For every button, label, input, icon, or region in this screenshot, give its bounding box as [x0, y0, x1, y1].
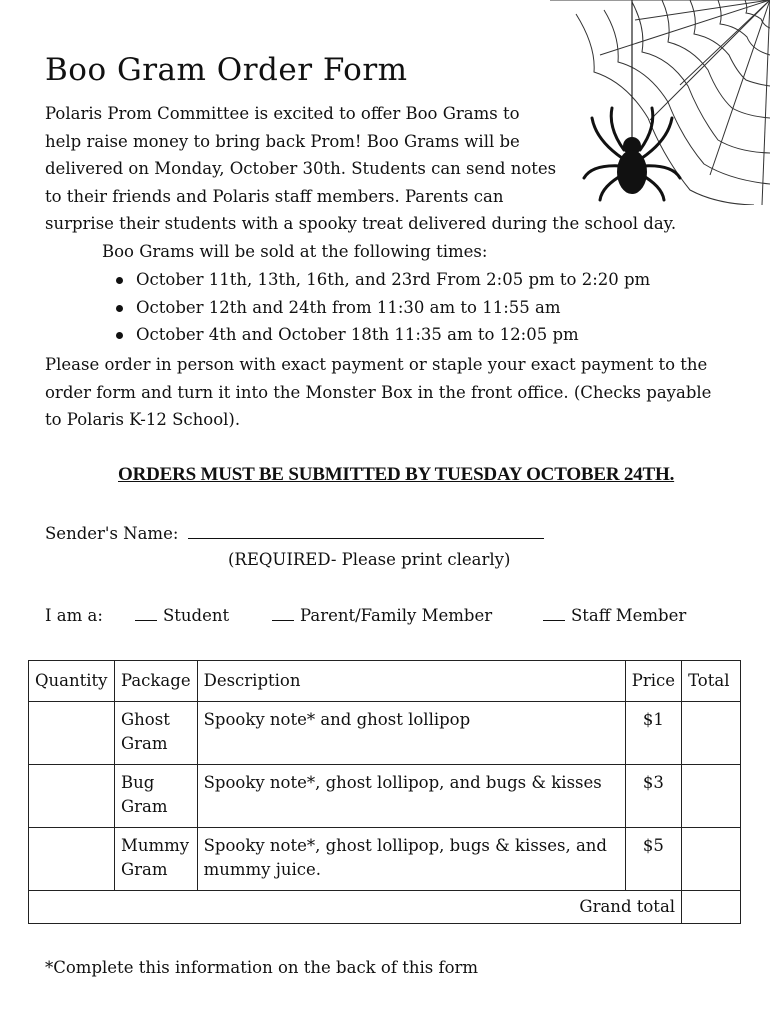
header-description: Description — [197, 661, 625, 702]
role-label: I am a: — [45, 606, 103, 625]
description-cell: Spooky note* and ghost lollipop — [197, 702, 625, 765]
grand-total-row — [29, 891, 741, 924]
table-header-row — [29, 661, 741, 702]
grand-total-cell[interactable] — [682, 891, 741, 924]
intro-paragraph — [45, 100, 676, 238]
intro-line: to their friends and Polaris staff members. Parents can — [45, 186, 504, 206]
role-option-staff[interactable] — [543, 606, 686, 625]
sale-times-heading: Boo Grams will be sold at the following times: — [102, 242, 488, 261]
quantity-cell[interactable] — [29, 702, 115, 765]
order-table — [28, 660, 741, 924]
role-option-parent[interactable] — [272, 606, 492, 625]
table-row — [29, 702, 741, 765]
deadline-notice: ORDERS MUST BE SUBMITTED BY TUESDAY OCTOBER 24TH. — [118, 464, 675, 485]
table-row — [29, 828, 741, 891]
checkbox-blank[interactable] — [135, 608, 157, 621]
sale-times-list — [116, 266, 650, 349]
checkbox-blank[interactable] — [543, 608, 565, 621]
sender-name-field[interactable] — [45, 522, 544, 543]
price-cell: $5 — [625, 828, 681, 891]
header-package: Package — [114, 661, 197, 702]
intro-line: delivered on Monday, October 30th. Students can send notes — [45, 159, 557, 179]
checkbox-blank[interactable] — [272, 608, 294, 621]
header-price: Price — [625, 661, 681, 702]
quantity-cell[interactable] — [29, 828, 115, 891]
header-total: Total — [682, 661, 741, 702]
description-cell: Spooky note*, ghost lollipop, bugs & kisses, and mummy juice. — [197, 828, 625, 891]
page-title: Boo Gram Order Form — [45, 52, 408, 88]
intro-line: help raise money to bring back Prom! Boo Grams will be — [45, 131, 520, 151]
price-cell: $1 — [625, 702, 681, 765]
package-cell: Bug Gram — [114, 765, 197, 828]
header-quantity: Quantity — [29, 661, 115, 702]
sender-name-blank[interactable] — [188, 522, 544, 539]
package-cell: Mummy Gram — [114, 828, 197, 891]
table-row — [29, 765, 741, 828]
role-option-label: Staff Member — [571, 606, 687, 625]
footnote: *Complete this information on the back of this form — [45, 958, 479, 977]
quantity-cell[interactable] — [29, 765, 115, 828]
intro-line: surprise their students with a spooky treat delivered during the school day. — [45, 214, 677, 234]
grand-total-label: Grand total — [29, 891, 682, 924]
sale-time-item: October 12th and 24th from 11:30 am to 11:55 am — [116, 294, 650, 322]
total-cell[interactable] — [682, 765, 741, 828]
sale-time-item: October 11th, 13th, 16th, and 23rd From 2:05 pm to 2:20 pm — [116, 266, 650, 294]
order-instructions: Please order in person with exact payment or staple your exact payment to the order form and turn it into the Monster Box in the front office. (Checks payable to Polaris K-12 School). — [45, 355, 712, 430]
total-cell[interactable] — [682, 702, 741, 765]
description-cell: Spooky note*, ghost lollipop, and bugs & kisses — [197, 765, 625, 828]
sale-time-item: October 4th and October 18th 11:35 am to 12:05 pm — [116, 321, 650, 349]
role-option-label: Parent/Family Member — [300, 606, 493, 625]
sender-name-label: Sender's Name: — [45, 524, 179, 543]
role-option-label: Student — [163, 606, 230, 625]
price-cell: $3 — [625, 765, 681, 828]
total-cell[interactable] — [682, 828, 741, 891]
package-cell: Ghost Gram — [114, 702, 197, 765]
intro-line: Polaris Prom Committee is excited to offer Boo Grams to — [45, 104, 520, 123]
role-option-student[interactable] — [135, 606, 229, 625]
sender-name-note: (REQUIRED- Please print clearly) — [228, 550, 511, 569]
